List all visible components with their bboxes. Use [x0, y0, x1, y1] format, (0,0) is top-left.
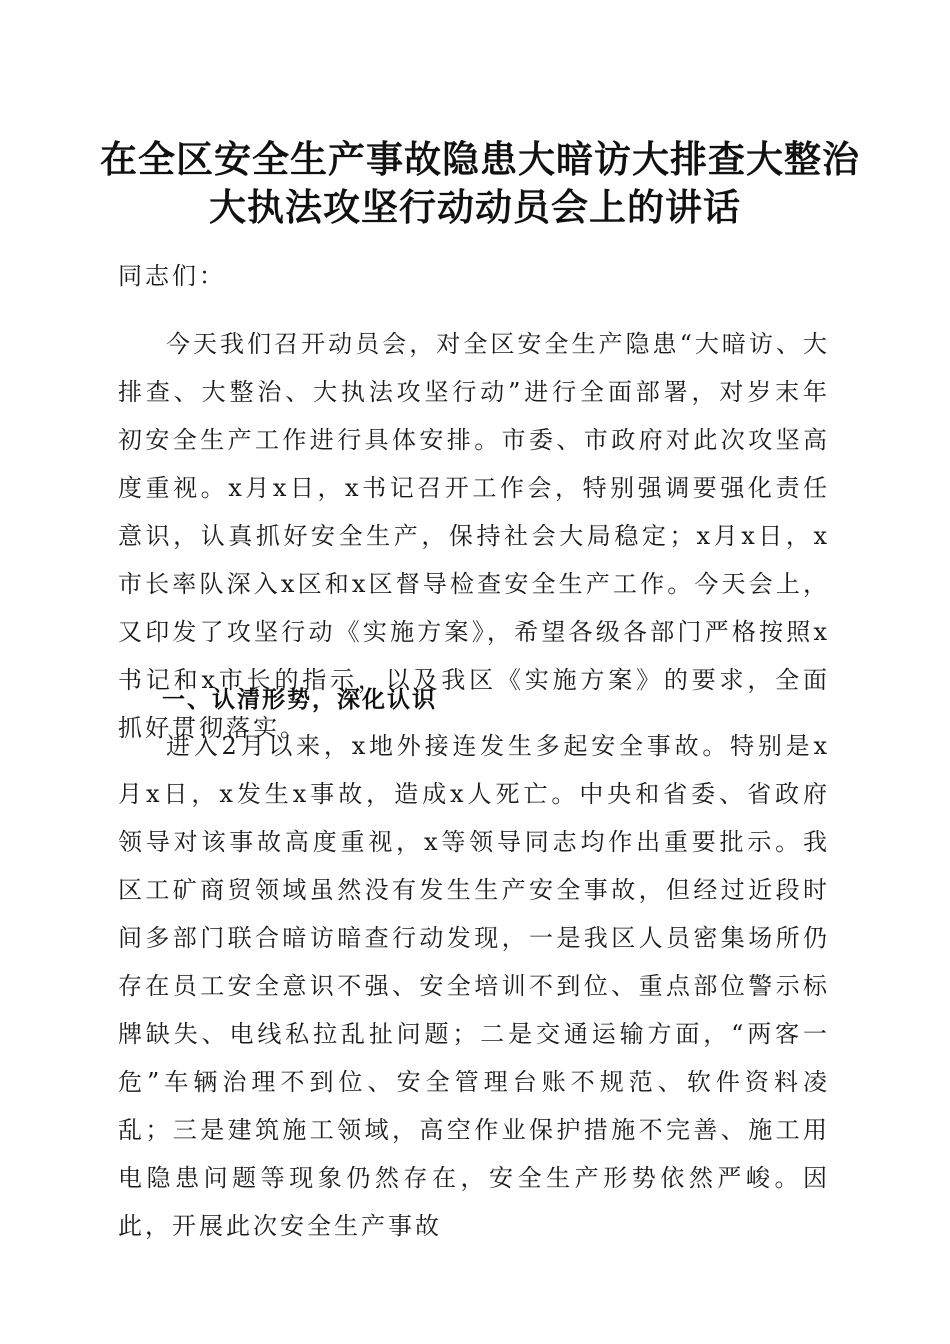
document-title-line-1: 在全区安全生产事故隐患大暗访大排查大整治 [100, 137, 860, 181]
salutation: 同志们： [118, 262, 226, 290]
paragraph-intro: 今天我们召开动员会，对全区安全生产隐患“大暗访、大排查、大整治、大执法攻坚行动”进行全面部署，对岁末年初安全生产工作进行具体安排。市委、市政府对此次攻坚高度重视。x月x日，x书记召开工作会，特别强调要强化责任意识，认真抓好安全生产，保持社会大局稳定；x月x日，x市长率队深入x区和x区督导检查安全生产工作。今天会上，又印发了攻坚行动《实施方案》，希望各级各部门严格按照x书记和x市长的指示，以及我区《实施方案》的要求，全面抓好贯彻落实。 [118, 330, 830, 742]
paragraph-situation: 进入2月以来，x地外接连发生多起安全事故。特别是x月x日，x发生x事故，造成x人死亡。中央和省委、省政府领导对该事故高度重视，x等领导同志均作出重要批示。我区工矿商贸领域虽然没有发生生产安全事故，但经过近段时间多部门联合暗访暗查行动发现，一是我区人员密集场所仍存在员工安全意识不强、安全培训不到位、重点部位警示标牌缺失、电线私拉乱扯问题；二是交通运输方面，“两客一危”车辆治理不到位、安全管理台账不规范、软件资料凌乱；三是建筑施工领域，高空作业保护措施不完善、施工用电隐患问题等现象仍然存在，安全生产形势依然严峻。因此，开展此次安全生产事故 [118, 732, 830, 1240]
document-title-line-2: 大执法攻坚行动动员会上的讲话 [209, 185, 741, 229]
section-heading-1: 一、认清形势，深化认识 [162, 687, 437, 713]
